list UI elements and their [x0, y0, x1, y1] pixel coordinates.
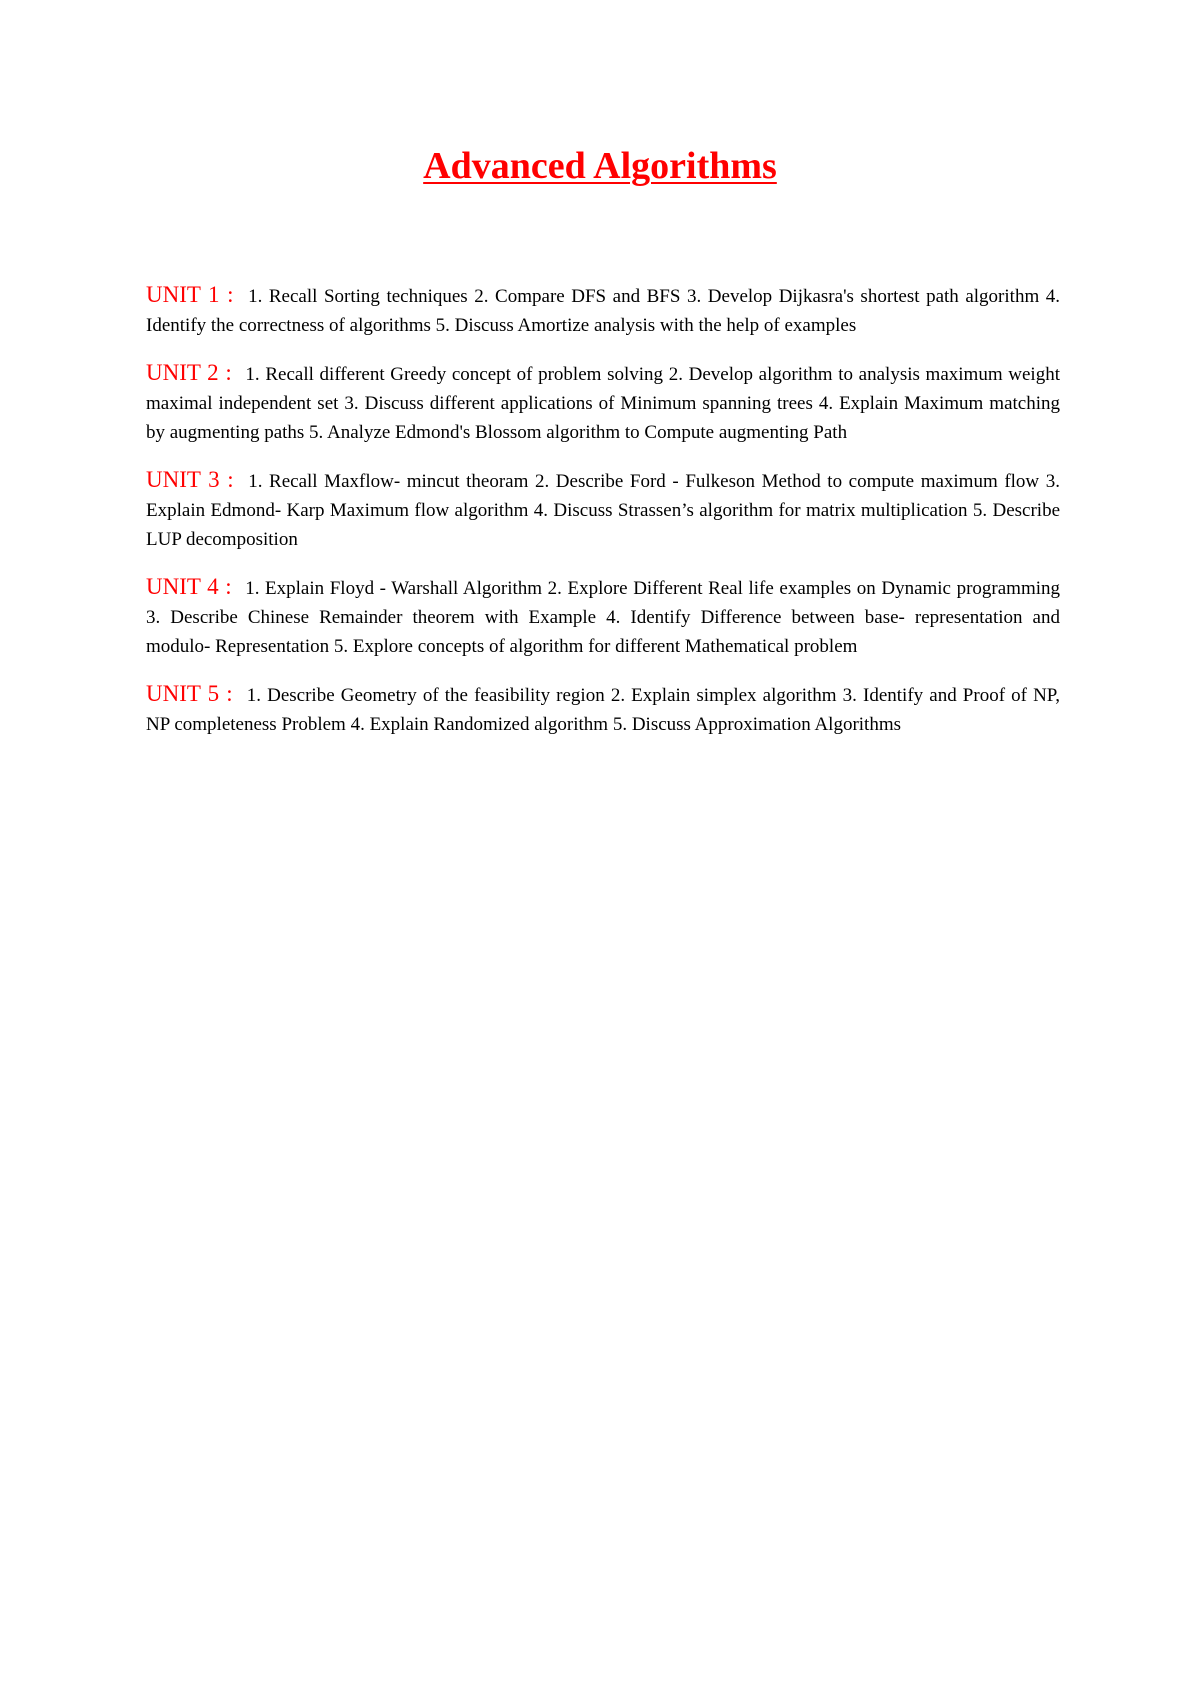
unit-1-text: 1. Recall Sorting techniques 2. Compare DFS and BFS 3. Develop Dijkasra's shortest path algorithm 4. Identify the correctness of algorithms 5. Discuss Amortize analysis with the help of examples — [146, 286, 1061, 336]
unit-5-paragraph — [146, 679, 1060, 739]
unit-1-label: UNIT 1 : — [146, 282, 234, 307]
unit-5-label: UNIT 5 : — [146, 681, 233, 706]
unit-4-paragraph — [146, 572, 1060, 661]
unit-5-text: 1. Describe Geometry of the feasibility region 2. Explain simplex algorithm 3. Identify and Proof of NP, NP completeness Problem 4. Explain Randomized algorithm 5. Discuss Approximation Algorithms — [146, 685, 1061, 735]
unit-1-paragraph — [146, 280, 1060, 340]
unit-4-text: 1. Explain Floyd - Warshall Algorithm 2. Explore Different Real life examples on Dynamic programming 3. Describe Chinese Remainder theorem with Example 4. Identify Difference between base- representation and modulo- Representation 5. Explore concepts of algorithm for different Mathematical problem — [146, 578, 1061, 657]
unit-3-text: 1. Recall Maxflow- mincut theoram 2. Describe Ford - Fulkeson Method to compute maximum flow 3. Explain Edmond- Karp Maximum flow algorithm 4. Discuss Strassen’s algorithm for matrix multiplication 5. Describe LUP decomposition — [146, 471, 1061, 550]
unit-3-label: UNIT 3 : — [146, 467, 234, 492]
unit-4-label: UNIT 4 : — [146, 574, 232, 599]
unit-2-paragraph — [146, 358, 1060, 447]
document-title: Advanced Algorithms — [423, 145, 777, 187]
unit-3-paragraph — [146, 465, 1060, 554]
units-list — [146, 280, 1060, 757]
unit-2-label: UNIT 2 : — [146, 360, 232, 385]
unit-2-text: 1. Recall different Greedy concept of problem solving 2. Develop algorithm to analysis maximum weight maximal independent set 3. Discuss different applications of Minimum spanning trees 4. Explain Maximum matching by augmenting paths 5. Analyze Edmond's Blossom algorithm to Compute augmenting Path — [146, 364, 1060, 443]
